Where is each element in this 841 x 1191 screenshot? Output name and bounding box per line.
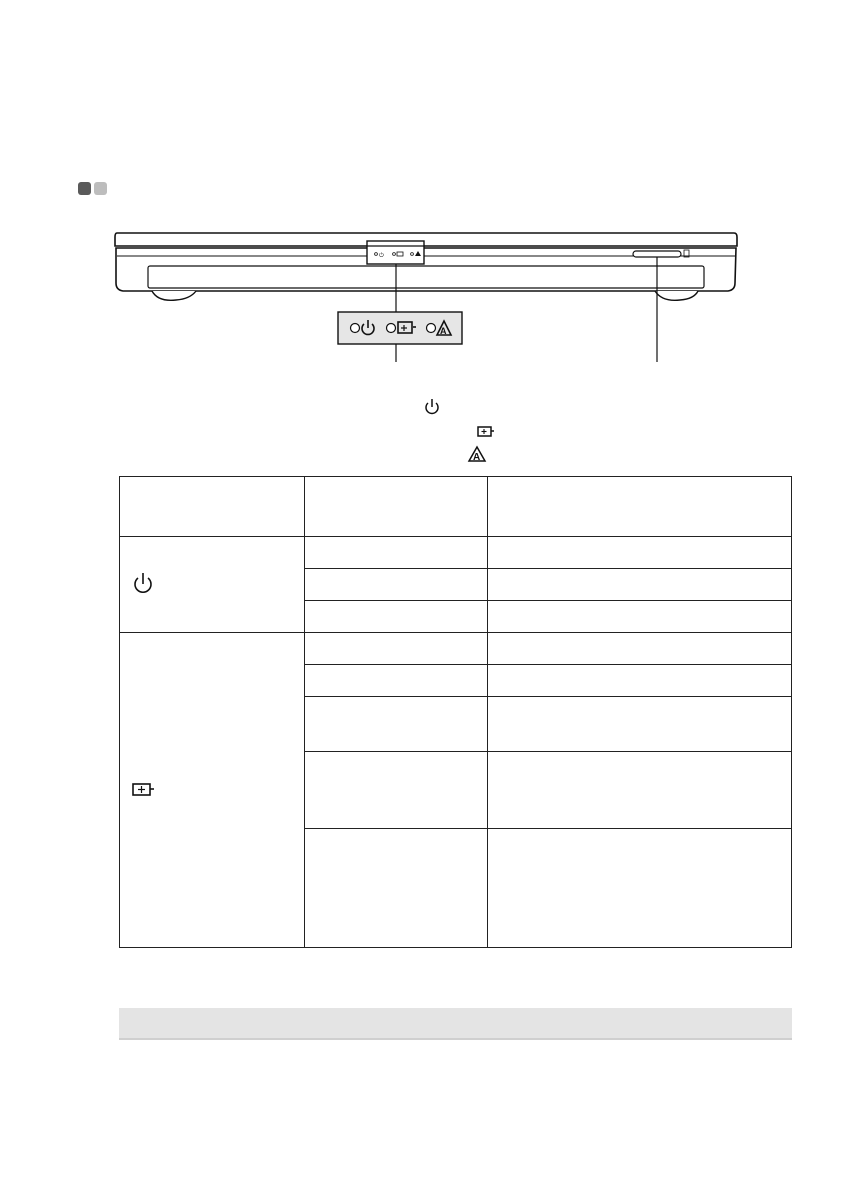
meaning-cell — [488, 633, 792, 665]
meaning-cell — [488, 829, 792, 948]
card-slot — [633, 251, 681, 257]
laptop-lid — [115, 233, 737, 246]
power-led — [351, 324, 360, 333]
status-cell — [305, 697, 488, 752]
status-cell — [305, 601, 488, 633]
status-cell — [305, 633, 488, 665]
status-cell — [305, 829, 488, 948]
legend-wireless-icon — [466, 444, 488, 464]
svg-text:⏻: ⏻ — [379, 252, 384, 259]
status-indicator-table — [119, 476, 792, 948]
table-row — [120, 537, 792, 569]
meaning-cell — [488, 601, 792, 633]
wireless-led — [427, 324, 436, 333]
battery-led — [387, 324, 396, 333]
front-recess — [148, 266, 704, 288]
left-foot — [152, 291, 196, 300]
meaning-cell — [488, 752, 792, 829]
table-row — [120, 633, 792, 665]
battery-icon — [130, 779, 174, 801]
svg-text:A: A — [473, 452, 481, 463]
header-cell-status — [305, 477, 488, 537]
status-cell — [305, 537, 488, 569]
meaning-cell — [488, 537, 792, 569]
header-cell-meaning — [488, 477, 792, 537]
meaning-cell — [488, 569, 792, 601]
legend-battery-icon — [476, 424, 496, 440]
meaning-cell — [488, 697, 792, 752]
note-bar — [119, 1008, 792, 1040]
laptop-front-view — [0, 0, 841, 380]
table-header-row — [120, 477, 792, 537]
header-cell-indicator — [120, 477, 305, 537]
meaning-cell — [488, 665, 792, 697]
legend-power-icon — [424, 398, 440, 416]
power-indicator-cell — [120, 537, 305, 633]
battery-indicator-cell — [120, 633, 305, 948]
status-cell — [305, 569, 488, 601]
power-icon — [130, 570, 170, 600]
svg-text:A: A — [440, 326, 447, 336]
status-cell — [305, 752, 488, 829]
status-cell — [305, 665, 488, 697]
right-foot — [655, 291, 698, 300]
